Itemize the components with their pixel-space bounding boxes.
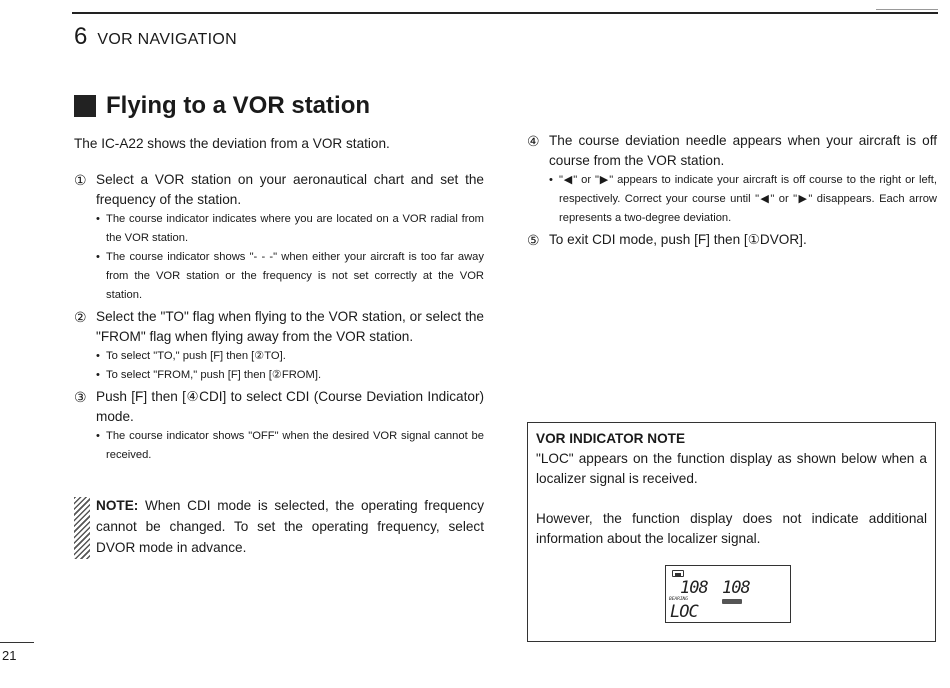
- step-1: [74, 170, 484, 305]
- step-number: ④: [527, 133, 540, 149]
- step-text: Select the "TO" flag when flying to the VOR station, or select the "FROM" flag when flying away from the VOR station.: [96, 309, 484, 344]
- note-block: [74, 495, 484, 559]
- bullet-text: To select "FROM," push [F] then [②FROM].: [106, 369, 322, 381]
- step-3: [74, 387, 484, 465]
- note-text: When CDI mode is selected, the operating frequency cannot be changed. To set the operating frequency, select DVOR mode in advance.: [96, 498, 485, 555]
- section-square-icon: [74, 95, 96, 117]
- bullet-item: • To select "FROM," push [F] then [②FROM].: [96, 366, 484, 385]
- step-text: Push [F] then [④CDI] to select CDI (Course Deviation Indicator) mode.: [96, 389, 484, 424]
- note-hatch-icon: [74, 497, 90, 559]
- lcd-bottom-text: LOC: [670, 602, 698, 622]
- step-4: [527, 131, 937, 228]
- lcd-indicator-icon: [672, 570, 684, 577]
- box-title: VOR INDICATOR NOTE: [536, 431, 686, 446]
- section-title: [74, 92, 370, 120]
- page-number-rule: [0, 642, 34, 643]
- top-rule-light: [876, 9, 938, 10]
- intro-paragraph: The IC-A22 shows the deviation from a VOR station.: [74, 136, 390, 151]
- left-column: [74, 134, 484, 467]
- step-2: [74, 307, 484, 385]
- chapter-title: VOR NAVIGATION: [97, 31, 237, 48]
- step-number: ③: [74, 389, 87, 405]
- step-number: ①: [74, 172, 87, 188]
- right-column: [527, 131, 937, 252]
- bullet-item: • To select "TO," push [F] then [②TO].: [96, 347, 484, 366]
- bullet-text: The course indicator indicates where you are located on a VOR radial from the VOR station.: [106, 213, 484, 244]
- step-number: ⑤: [527, 232, 540, 248]
- lcd-left-digits: 108: [680, 578, 708, 598]
- chapter-header: [74, 23, 237, 51]
- lcd-bearing-label: BEARING: [669, 597, 688, 602]
- bullet-text: "◀" or "▶" appears to indicate your aircraft is off course to the right or left, respectively. Correct your course until "◀" or "▶" disappears. Each arrow represents a two-degree deviation.: [559, 174, 937, 224]
- bullet-item: • The course indicator shows "OFF" when the desired VOR signal cannot be received.: [96, 427, 484, 465]
- page-number: 21: [2, 648, 17, 663]
- lcd-right-digits: 108: [722, 578, 750, 598]
- vor-indicator-note-box: [527, 422, 936, 642]
- box-paragraph: "LOC" appears on the function display as shown below when a localizer signal is received.: [536, 451, 927, 486]
- bullet-item: • "◀" or "▶" appears to indicate your aircraft is off course to the right or left, respectively. Correct your course until "◀" or "▶" disappears. Each arrow represents a two-degree deviation.: [549, 171, 937, 228]
- bullet-text: The course indicator shows "- - -" when either your aircraft is too far away from the VOR station or the frequency is not set correctly at the VOR station.: [106, 251, 484, 301]
- note-label: NOTE:: [96, 498, 139, 513]
- top-rule: [72, 12, 938, 14]
- box-paragraph: However, the function display does not indicate additional information about the localizer signal.: [536, 511, 927, 546]
- bullet-text: To select "TO," push [F] then [②TO].: [106, 350, 286, 362]
- step-text: To exit CDI mode, push [F] then [①DVOR].: [549, 232, 807, 247]
- chapter-number: 6: [74, 23, 88, 50]
- step-text: The course deviation needle appears when your aircraft is off course from the VOR station.: [549, 133, 937, 168]
- bullet-item: • The course indicator shows "- - -" when either your aircraft is too far away from the VOR station or the frequency is not set correctly at the VOR station.: [96, 248, 484, 305]
- step-number: ②: [74, 309, 87, 325]
- lcd-tag-icon: [722, 599, 742, 604]
- section-title-text: Flying to a VOR station: [106, 92, 371, 119]
- lcd-display-illustration: [665, 565, 791, 623]
- step-5: [527, 230, 937, 250]
- step-text: Select a VOR station on your aeronautical chart and set the frequency of the station.: [96, 172, 484, 207]
- bullet-text: The course indicator shows "OFF" when the desired VOR signal cannot be received.: [106, 430, 484, 461]
- bullet-item: • The course indicator indicates where you are located on a VOR radial from the VOR station.: [96, 210, 484, 248]
